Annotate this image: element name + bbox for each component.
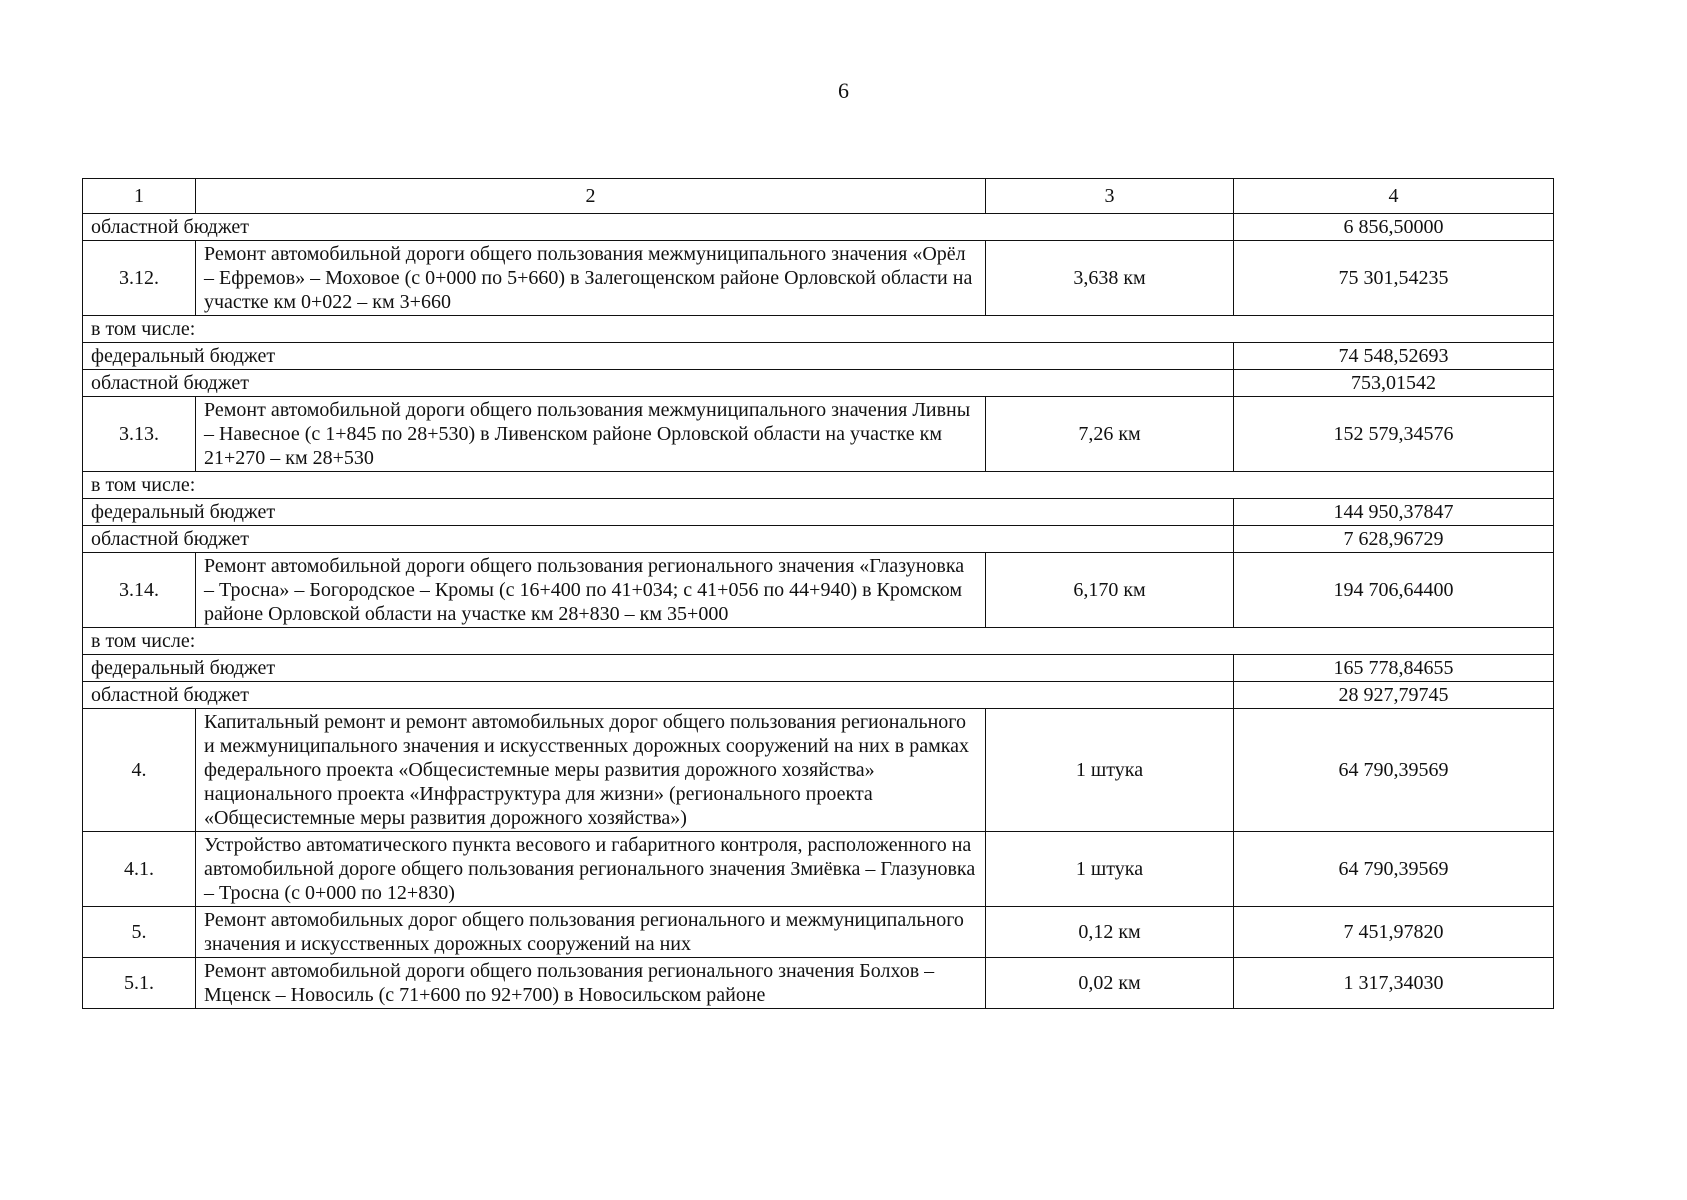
budget-row <box>83 214 1554 241</box>
item-number: 5. <box>83 907 196 958</box>
column-header: 1 <box>83 179 196 214</box>
budget-row <box>83 655 1554 682</box>
including-row <box>83 628 1554 655</box>
budget-amount: 28 927,79745 <box>1234 682 1554 709</box>
budget-row <box>83 526 1554 553</box>
budget-amount: 6 856,50000 <box>1234 214 1554 241</box>
table-header-row <box>83 179 1554 214</box>
item-amount: 64 790,39569 <box>1234 832 1554 907</box>
item-description: Ремонт автомобильной дороги общего пользования межмуниципального значения Ливны – Навесное (с 1+845 по 28+530) в Ливенском районе Орловской области на участке км 21+270 – км 28+530 <box>196 397 986 472</box>
including-label: в том числе: <box>83 628 1554 655</box>
table-row <box>83 958 1554 1009</box>
item-number: 4.1. <box>83 832 196 907</box>
budget-source-label: областной бюджет <box>83 682 1234 709</box>
item-quantity: 7,26 км <box>986 397 1234 472</box>
item-number: 4. <box>83 709 196 832</box>
table-row <box>83 553 1554 628</box>
budget-source-label: федеральный бюджет <box>83 655 1234 682</box>
column-header: 4 <box>1234 179 1554 214</box>
item-amount: 64 790,39569 <box>1234 709 1554 832</box>
item-description: Устройство автоматического пункта весового и габаритного контроля, расположенного на автомобильной дороге общего пользования регионального значения Змиёвка – Глазуновка – Тросна (с 0+000 по 12+830) <box>196 832 986 907</box>
including-row <box>83 472 1554 499</box>
item-amount: 152 579,34576 <box>1234 397 1554 472</box>
budget-amount: 753,01542 <box>1234 370 1554 397</box>
table-row <box>83 397 1554 472</box>
item-description: Ремонт автомобильной дороги общего пользования межмуниципального значения «Орёл – Ефремов» – Моховое (с 0+000 по 5+660) в Залегощенском районе Орловской области на участке км 0+022 – км 3+660 <box>196 241 986 316</box>
item-quantity: 3,638 км <box>986 241 1234 316</box>
budget-source-label: федеральный бюджет <box>83 343 1234 370</box>
budget-amount: 7 628,96729 <box>1234 526 1554 553</box>
item-number: 3.12. <box>83 241 196 316</box>
budget-amount: 144 950,37847 <box>1234 499 1554 526</box>
budget-row <box>83 682 1554 709</box>
table-row <box>83 832 1554 907</box>
item-description: Ремонт автомобильной дороги общего пользования регионального значения Болхов – Мценск – Новосиль (с 71+600 по 92+700) в Новосильском районе <box>196 958 986 1009</box>
item-amount: 194 706,64400 <box>1234 553 1554 628</box>
budget-table <box>82 178 1554 1009</box>
budget-amount: 74 548,52693 <box>1234 343 1554 370</box>
budget-row <box>83 343 1554 370</box>
table-row <box>83 709 1554 832</box>
item-quantity: 6,170 км <box>986 553 1234 628</box>
item-amount: 7 451,97820 <box>1234 907 1554 958</box>
budget-source-label: федеральный бюджет <box>83 499 1234 526</box>
item-description: Ремонт автомобильных дорог общего пользования регионального и межмуниципального значения и искусственных дорожных сооружений на них <box>196 907 986 958</box>
budget-source-label: областной бюджет <box>83 370 1234 397</box>
budget-amount: 165 778,84655 <box>1234 655 1554 682</box>
item-quantity: 1 штука <box>986 709 1234 832</box>
item-amount: 1 317,34030 <box>1234 958 1554 1009</box>
item-quantity: 0,02 км <box>986 958 1234 1009</box>
including-label: в том числе: <box>83 316 1554 343</box>
budget-source-label: областной бюджет <box>83 214 1234 241</box>
table-row <box>83 907 1554 958</box>
including-row <box>83 316 1554 343</box>
column-header: 2 <box>196 179 986 214</box>
including-label: в том числе: <box>83 472 1554 499</box>
table-row <box>83 241 1554 316</box>
item-number: 3.14. <box>83 553 196 628</box>
item-quantity: 1 штука <box>986 832 1234 907</box>
budget-row <box>83 370 1554 397</box>
budget-source-label: областной бюджет <box>83 526 1234 553</box>
item-quantity: 0,12 км <box>986 907 1234 958</box>
item-number: 5.1. <box>83 958 196 1009</box>
item-description: Капитальный ремонт и ремонт автомобильных дорог общего пользования регионального и межмуниципального значения и искусственных дорожных сооружений на них в рамках федерального проекта «Общесистемные меры развития дорожного хозяйства» национального проекта «Инфраструктура для жизни» (регионального проекта «Общесистемные меры развития дорожного хозяйства») <box>196 709 986 832</box>
item-number: 3.13. <box>83 397 196 472</box>
item-amount: 75 301,54235 <box>1234 241 1554 316</box>
budget-row <box>83 499 1554 526</box>
item-description: Ремонт автомобильной дороги общего пользования регионального значения «Глазуновка – Тросна» – Богородское – Кромы (с 16+400 по 41+034; с 41+056 по 44+940) в Кромском районе Орловской области на участке км 28+830 – км 35+000 <box>196 553 986 628</box>
page-number: 6 <box>838 78 849 103</box>
column-header: 3 <box>986 179 1234 214</box>
